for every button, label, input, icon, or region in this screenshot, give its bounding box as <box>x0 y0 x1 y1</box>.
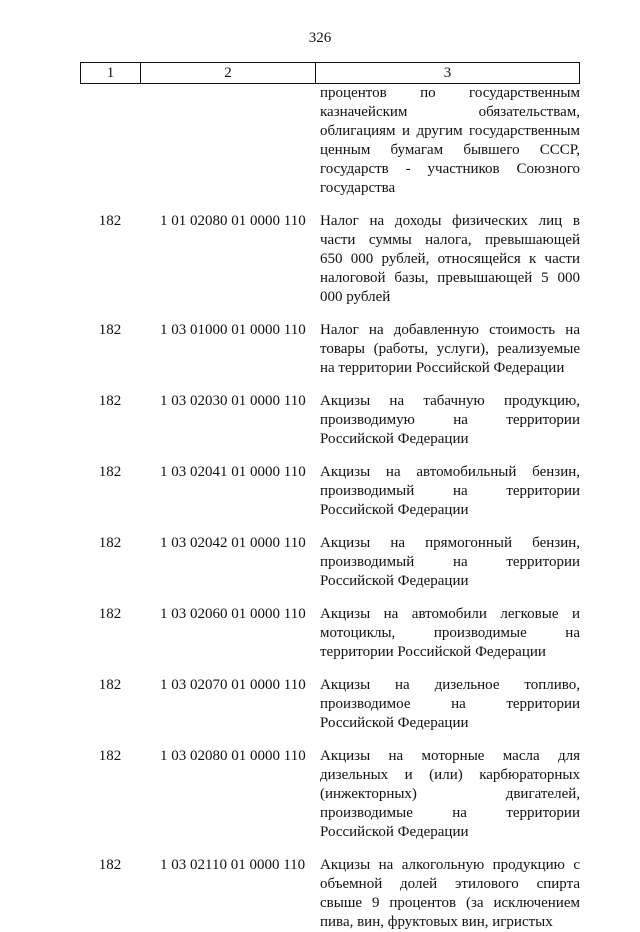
revenue-name-line: Российской Федерации <box>320 502 469 518</box>
revenue-name <box>320 84 580 198</box>
column-number-3: 3 <box>315 63 580 83</box>
revenue-name-line: объемной долей этилового спирта <box>320 876 580 892</box>
revenue-name-line: территории Российской Федерации <box>320 644 546 660</box>
column-number-1: 1 <box>80 63 140 83</box>
revenue-name-line: пива, вин, фруктовых вин, игристых <box>320 914 553 930</box>
revenue-name-line: 000 рублей <box>320 289 391 305</box>
admin-code: 182 <box>98 393 122 409</box>
revenue-name-line: Акцизы на автомобили легковые и <box>320 606 580 622</box>
revenue-name-line: государства <box>320 180 396 196</box>
revenue-name-line: Российской Федерации <box>320 573 469 589</box>
revenue-name-line: свыше 9 процентов (за исключением <box>320 895 580 911</box>
revenue-name-line: Налог на доходы физических лиц в <box>320 213 580 229</box>
table-row <box>80 392 580 449</box>
revenue-name-line: мотоциклы, производимые на <box>320 625 580 641</box>
budget-classification-code: 1 03 02030 01 0000 110 <box>160 393 306 409</box>
revenue-name <box>320 856 580 932</box>
admin-code: 182 <box>98 677 122 693</box>
table-row <box>80 605 580 662</box>
revenue-name-line: Российской Федерации <box>320 715 469 731</box>
admin-code: 182 <box>98 213 122 229</box>
revenue-name-line: Налог на добавленную стоимость на <box>320 322 580 338</box>
revenue-name-line: производимые на территории <box>320 805 580 821</box>
revenue-name-line: производимый на территории <box>320 554 580 570</box>
budget-classification-code: 1 03 02042 01 0000 110 <box>160 535 306 551</box>
revenue-name-line: производимый на территории <box>320 483 580 499</box>
table-row <box>80 534 580 591</box>
revenue-name-line: Акцизы на дизельное топливо, <box>320 677 580 693</box>
revenue-name-line: дизельных и (или) карбюраторных <box>320 767 580 783</box>
revenue-name <box>320 534 580 591</box>
revenue-name <box>320 747 580 842</box>
admin-code: 182 <box>98 322 122 338</box>
budget-classification-code: 1 03 02070 01 0000 110 <box>160 677 306 693</box>
revenue-name-line: государств - участников Союзного <box>320 161 580 177</box>
revenue-name-line: Акцизы на моторные масла для <box>320 748 580 764</box>
budget-classification-code: 1 03 02041 01 0000 110 <box>160 464 306 480</box>
table-row <box>80 84 580 198</box>
revenue-name <box>320 463 580 520</box>
revenue-name-line: товары (работы, услуги), реализуемые <box>320 341 580 357</box>
budget-classification-code: 1 03 02080 01 0000 110 <box>160 748 306 764</box>
budget-classification-code: 1 01 02080 01 0000 110 <box>160 213 306 229</box>
table-row <box>80 212 580 307</box>
table-row <box>80 676 580 733</box>
revenue-name-line: Акцизы на прямогонный бензин, <box>320 535 580 551</box>
table-body <box>80 84 580 932</box>
revenue-name-line: Российской Федерации <box>320 431 469 447</box>
revenue-name <box>320 392 580 449</box>
revenue-name-line: облигациям и другим государственным <box>320 123 580 139</box>
revenue-name-line: производимое на территории <box>320 696 580 712</box>
table-row <box>80 747 580 842</box>
budget-classification-code: 1 03 01000 01 0000 110 <box>160 322 306 338</box>
revenue-name-line: 650 000 рублей, относящейся к части <box>320 251 580 267</box>
revenue-name-line: ценным бумагам бывшего СССР, <box>320 142 580 158</box>
column-number-2: 2 <box>140 63 315 83</box>
revenue-name-line: Акцизы на алкогольную продукцию с <box>320 857 580 873</box>
revenue-name <box>320 676 580 733</box>
revenue-name-line: части суммы налога, превышающей <box>320 232 580 248</box>
revenue-name-line: Акцизы на автомобильный бензин, <box>320 464 580 480</box>
table-row <box>80 321 580 378</box>
budget-classification-code <box>140 84 315 198</box>
admin-code: 182 <box>98 606 122 622</box>
admin-code: 182 <box>98 464 122 480</box>
admin-code: 182 <box>98 857 122 873</box>
revenue-name-line: казначейским обязательствам, <box>320 104 580 120</box>
revenue-name <box>320 321 580 378</box>
revenue-name-line: налоговой базы, превышающей 5 000 <box>320 270 580 286</box>
table-row <box>80 463 580 520</box>
revenue-name-line: Российской Федерации <box>320 824 469 840</box>
revenue-name-line: Акцизы на табачную продукцию, <box>320 393 580 409</box>
budget-classification-code: 1 03 02110 01 0000 110 <box>160 857 306 873</box>
revenue-name-line: на территории Российской Федерации <box>320 360 565 376</box>
revenue-name <box>320 212 580 307</box>
revenue-name-line: (инжекторных) двигателей, <box>320 786 580 802</box>
table-column-header <box>80 62 580 84</box>
revenue-name <box>320 605 580 662</box>
page-number: 326 <box>308 30 332 46</box>
admin-code: 182 <box>98 748 122 764</box>
table-row <box>80 856 580 932</box>
revenue-name-line: процентов по государственным <box>320 85 580 101</box>
admin-code: 182 <box>98 535 122 551</box>
revenue-name-line: производимую на территории <box>320 412 580 428</box>
admin-code <box>80 84 140 198</box>
budget-classification-code: 1 03 02060 01 0000 110 <box>160 606 306 622</box>
